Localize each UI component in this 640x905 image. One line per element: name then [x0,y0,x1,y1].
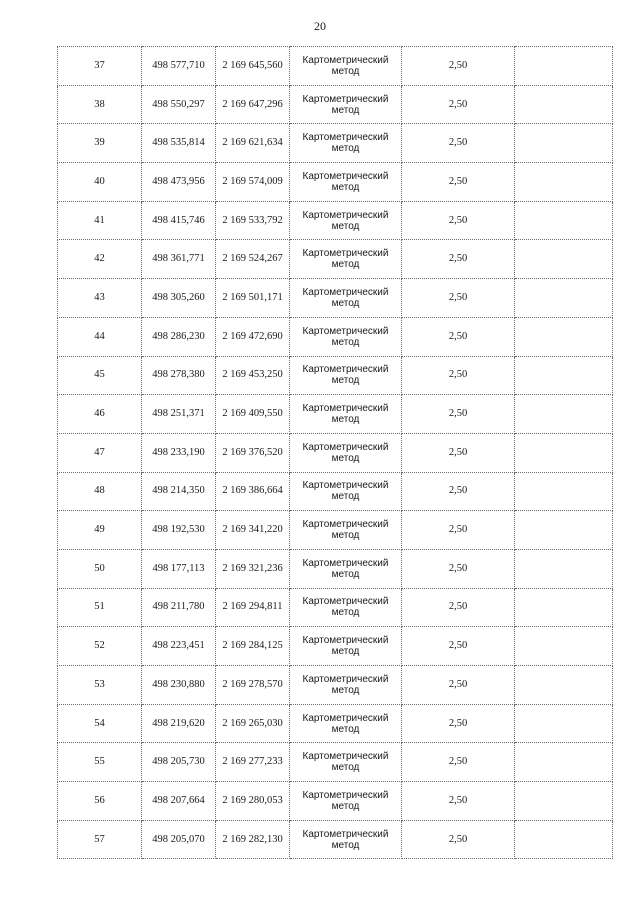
table-row [58,433,613,472]
x-coordinate-cell: 498 214,350 [142,472,216,511]
note-cell [515,356,613,395]
table-row [58,317,613,356]
y-coordinate-cell: 2 169 409,550 [216,395,290,434]
table-row [58,549,613,588]
point-number-cell: 49 [58,511,142,550]
method-cell: Картометрический метод [290,782,402,821]
y-coordinate-cell: 2 169 376,520 [216,433,290,472]
x-coordinate-cell: 498 473,956 [142,163,216,202]
x-coordinate-cell: 498 230,880 [142,666,216,705]
point-number-cell: 38 [58,85,142,124]
note-cell [515,124,613,163]
accuracy-cell: 2,50 [402,395,515,434]
table-row [58,356,613,395]
y-coordinate-cell: 2 169 453,250 [216,356,290,395]
accuracy-cell: 2,50 [402,511,515,550]
method-cell: Картометрический метод [290,124,402,163]
table-row [58,240,613,279]
point-number-cell: 42 [58,240,142,279]
note-cell [515,279,613,318]
accuracy-cell: 2,50 [402,279,515,318]
y-coordinate-cell: 2 169 341,220 [216,511,290,550]
y-coordinate-cell: 2 169 533,792 [216,201,290,240]
point-number-cell: 39 [58,124,142,163]
x-coordinate-cell: 498 305,260 [142,279,216,318]
y-coordinate-cell: 2 169 501,171 [216,279,290,318]
y-coordinate-cell: 2 169 277,233 [216,743,290,782]
table-row [58,201,613,240]
x-coordinate-cell: 498 233,190 [142,433,216,472]
y-coordinate-cell: 2 169 280,053 [216,782,290,821]
y-coordinate-cell: 2 169 472,690 [216,317,290,356]
method-cell: Картометрический метод [290,163,402,202]
x-coordinate-cell: 498 219,620 [142,704,216,743]
method-cell: Картометрический метод [290,704,402,743]
note-cell [515,317,613,356]
point-number-cell: 57 [58,820,142,859]
table-row [58,124,613,163]
x-coordinate-cell: 498 415,746 [142,201,216,240]
note-cell [515,782,613,821]
y-coordinate-cell: 2 169 321,236 [216,549,290,588]
method-cell: Картометрический метод [290,356,402,395]
table-row [58,782,613,821]
accuracy-cell: 2,50 [402,124,515,163]
accuracy-cell: 2,50 [402,588,515,627]
note-cell [515,511,613,550]
point-number-cell: 51 [58,588,142,627]
point-number-cell: 55 [58,743,142,782]
method-cell: Картометрический метод [290,627,402,666]
method-cell: Картометрический метод [290,666,402,705]
x-coordinate-cell: 498 177,113 [142,549,216,588]
y-coordinate-cell: 2 169 621,634 [216,124,290,163]
y-coordinate-cell: 2 169 265,030 [216,704,290,743]
table-row [58,666,613,705]
point-number-cell: 45 [58,356,142,395]
method-cell: Картометрический метод [290,85,402,124]
x-coordinate-cell: 498 192,530 [142,511,216,550]
accuracy-cell: 2,50 [402,472,515,511]
method-cell: Картометрический метод [290,820,402,859]
method-cell: Картометрический метод [290,395,402,434]
point-number-cell: 44 [58,317,142,356]
method-cell: Картометрический метод [290,240,402,279]
accuracy-cell: 2,50 [402,433,515,472]
accuracy-cell: 2,50 [402,666,515,705]
coordinates-table-body [58,47,613,859]
point-number-cell: 54 [58,704,142,743]
y-coordinate-cell: 2 169 386,664 [216,472,290,511]
y-coordinate-cell: 2 169 294,811 [216,588,290,627]
table-row [58,279,613,318]
note-cell [515,627,613,666]
point-number-cell: 37 [58,47,142,86]
y-coordinate-cell: 2 169 645,560 [216,47,290,86]
point-number-cell: 41 [58,201,142,240]
x-coordinate-cell: 498 251,371 [142,395,216,434]
point-number-cell: 40 [58,163,142,202]
note-cell [515,472,613,511]
table-row [58,163,613,202]
point-number-cell: 47 [58,433,142,472]
x-coordinate-cell: 498 550,297 [142,85,216,124]
note-cell [515,704,613,743]
point-number-cell: 53 [58,666,142,705]
table-row [58,820,613,859]
x-coordinate-cell: 498 535,814 [142,124,216,163]
table-row [58,47,613,86]
x-coordinate-cell: 498 278,380 [142,356,216,395]
table-row [58,743,613,782]
page-number: 20 [314,19,326,33]
note-cell [515,240,613,279]
accuracy-cell: 2,50 [402,317,515,356]
note-cell [515,588,613,627]
x-coordinate-cell: 498 205,070 [142,820,216,859]
note-cell [515,47,613,86]
point-number-cell: 46 [58,395,142,434]
accuracy-cell: 2,50 [402,743,515,782]
table-row [58,395,613,434]
accuracy-cell: 2,50 [402,627,515,666]
point-number-cell: 52 [58,627,142,666]
x-coordinate-cell: 498 223,451 [142,627,216,666]
point-number-cell: 48 [58,472,142,511]
x-coordinate-cell: 498 211,780 [142,588,216,627]
method-cell: Картометрический метод [290,588,402,627]
accuracy-cell: 2,50 [402,240,515,279]
note-cell [515,163,613,202]
table-row [58,588,613,627]
y-coordinate-cell: 2 169 647,296 [216,85,290,124]
note-cell [515,201,613,240]
x-coordinate-cell: 498 286,230 [142,317,216,356]
method-cell: Картометрический метод [290,433,402,472]
accuracy-cell: 2,50 [402,356,515,395]
coordinates-table [57,46,613,859]
point-number-cell: 43 [58,279,142,318]
accuracy-cell: 2,50 [402,47,515,86]
point-number-cell: 50 [58,549,142,588]
x-coordinate-cell: 498 361,771 [142,240,216,279]
accuracy-cell: 2,50 [402,704,515,743]
note-cell [515,85,613,124]
method-cell: Картометрический метод [290,472,402,511]
note-cell [515,820,613,859]
note-cell [515,666,613,705]
y-coordinate-cell: 2 169 284,125 [216,627,290,666]
table-row [58,472,613,511]
x-coordinate-cell: 498 207,664 [142,782,216,821]
table-row [58,511,613,550]
accuracy-cell: 2,50 [402,201,515,240]
method-cell: Картометрический метод [290,317,402,356]
method-cell: Картометрический метод [290,279,402,318]
method-cell: Картометрический метод [290,511,402,550]
method-cell: Картометрический метод [290,743,402,782]
y-coordinate-cell: 2 169 574,009 [216,163,290,202]
method-cell: Картометрический метод [290,47,402,86]
note-cell [515,395,613,434]
table-row [58,85,613,124]
accuracy-cell: 2,50 [402,85,515,124]
method-cell: Картометрический метод [290,549,402,588]
y-coordinate-cell: 2 169 524,267 [216,240,290,279]
note-cell [515,433,613,472]
point-number-cell: 56 [58,782,142,821]
accuracy-cell: 2,50 [402,549,515,588]
method-cell: Картометрический метод [290,201,402,240]
table-row [58,627,613,666]
accuracy-cell: 2,50 [402,820,515,859]
y-coordinate-cell: 2 169 282,130 [216,820,290,859]
y-coordinate-cell: 2 169 278,570 [216,666,290,705]
x-coordinate-cell: 498 205,730 [142,743,216,782]
x-coordinate-cell: 498 577,710 [142,47,216,86]
table-row [58,704,613,743]
note-cell [515,743,613,782]
note-cell [515,549,613,588]
accuracy-cell: 2,50 [402,163,515,202]
accuracy-cell: 2,50 [402,782,515,821]
